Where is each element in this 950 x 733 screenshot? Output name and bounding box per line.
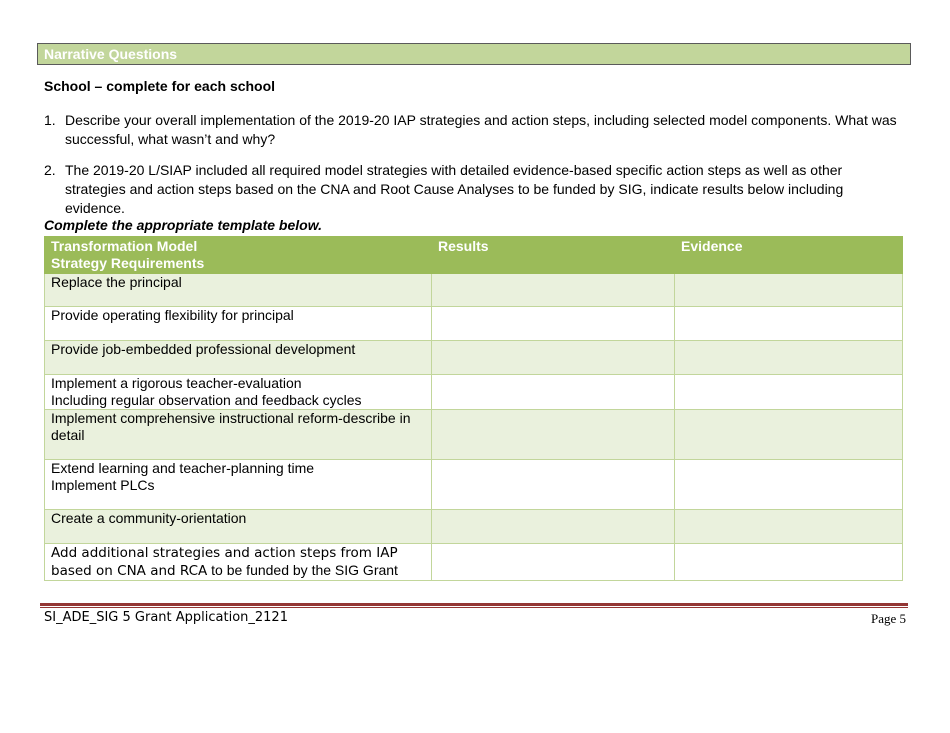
results-cell[interactable] xyxy=(432,307,675,341)
strategy-text: Create a community-orientation xyxy=(51,510,247,526)
table-row xyxy=(45,510,903,544)
results-cell[interactable] xyxy=(432,460,675,510)
strategy-cell xyxy=(45,274,432,307)
strategy-text: Provide operating flexibility for principal xyxy=(51,307,294,323)
table-header-row xyxy=(45,237,903,274)
results-cell[interactable] xyxy=(432,341,675,375)
footer-divider-thick xyxy=(40,603,908,606)
subheading: School – complete for each school xyxy=(44,78,276,94)
evidence-column-header: Evidence xyxy=(675,237,903,274)
evidence-cell[interactable] xyxy=(675,510,903,544)
table-row xyxy=(45,307,903,341)
question-number: 2. xyxy=(44,162,56,178)
strategy-cell xyxy=(45,341,432,375)
results-cell[interactable] xyxy=(432,274,675,307)
strategy-cell xyxy=(45,375,432,410)
strategy-cell xyxy=(45,460,432,510)
strategy-cell xyxy=(45,510,432,544)
footer-document-name: SI_ADE_SIG 5 Grant Application_2121 xyxy=(44,610,288,625)
strategy-column-header xyxy=(45,237,432,274)
strategy-subtext: to be funded by the SIG Grant xyxy=(211,562,398,578)
evidence-cell[interactable] xyxy=(675,410,903,460)
question-2 xyxy=(44,161,904,218)
strategy-text: Provide job-embedded professional development xyxy=(51,341,356,357)
strategy-cell xyxy=(45,544,432,581)
table-row xyxy=(45,375,903,410)
section-header-bar xyxy=(37,43,911,65)
results-cell[interactable] xyxy=(432,510,675,544)
strategy-header-line1: Transformation Model xyxy=(51,238,198,254)
evidence-cell[interactable] xyxy=(675,544,903,581)
strategy-subtext: Implement PLCs xyxy=(51,477,155,493)
strategy-header-line2: Strategy Requirements xyxy=(51,255,205,271)
strategy-table xyxy=(44,236,903,581)
evidence-cell[interactable] xyxy=(675,375,903,410)
table-row xyxy=(45,460,903,510)
footer-divider-thin xyxy=(40,607,908,608)
table-row xyxy=(45,544,903,581)
instruction-text: Complete the appropriate template below. xyxy=(44,217,322,233)
strategy-subtext: Including regular observation and feedback cycles xyxy=(51,392,362,408)
evidence-cell[interactable] xyxy=(675,274,903,307)
strategy-text: Replace the principal xyxy=(51,274,182,290)
table-row xyxy=(45,410,903,460)
question-1 xyxy=(44,111,904,149)
strategy-text: Add additional strategies and action steps from IAP based on CNA and RCA xyxy=(51,545,398,579)
strategy-text: Extend learning and teacher-planning time xyxy=(51,460,315,476)
strategy-text: Implement comprehensive instructional reform-describe in detail xyxy=(51,410,411,443)
question-number: 1. xyxy=(44,112,56,128)
question-text: Describe your overall implementation of the 2019-20 IAP strategies and action steps, including selected model components. What was successful, what wasn’t and why? xyxy=(65,112,897,147)
results-cell[interactable] xyxy=(432,375,675,410)
table-row xyxy=(45,341,903,375)
results-cell[interactable] xyxy=(432,544,675,581)
results-column-header: Results xyxy=(432,237,675,274)
question-text: The 2019-20 L/SIAP included all required model strategies with detailed evidence-based specific action steps as well as other strategies and action steps based on the CNA and Root Cause Analyses to be funded by SIG, indicate results below including evidence. xyxy=(65,162,844,216)
section-title: Narrative Questions xyxy=(44,46,178,62)
evidence-cell[interactable] xyxy=(675,307,903,341)
evidence-cell[interactable] xyxy=(675,341,903,375)
strategy-cell xyxy=(45,410,432,460)
strategy-cell xyxy=(45,307,432,341)
evidence-cell[interactable] xyxy=(675,460,903,510)
results-cell[interactable] xyxy=(432,410,675,460)
footer-page-number: Page 5 xyxy=(870,611,906,626)
table-row xyxy=(45,274,903,307)
strategy-text: Implement a rigorous teacher-evaluation xyxy=(51,375,302,391)
